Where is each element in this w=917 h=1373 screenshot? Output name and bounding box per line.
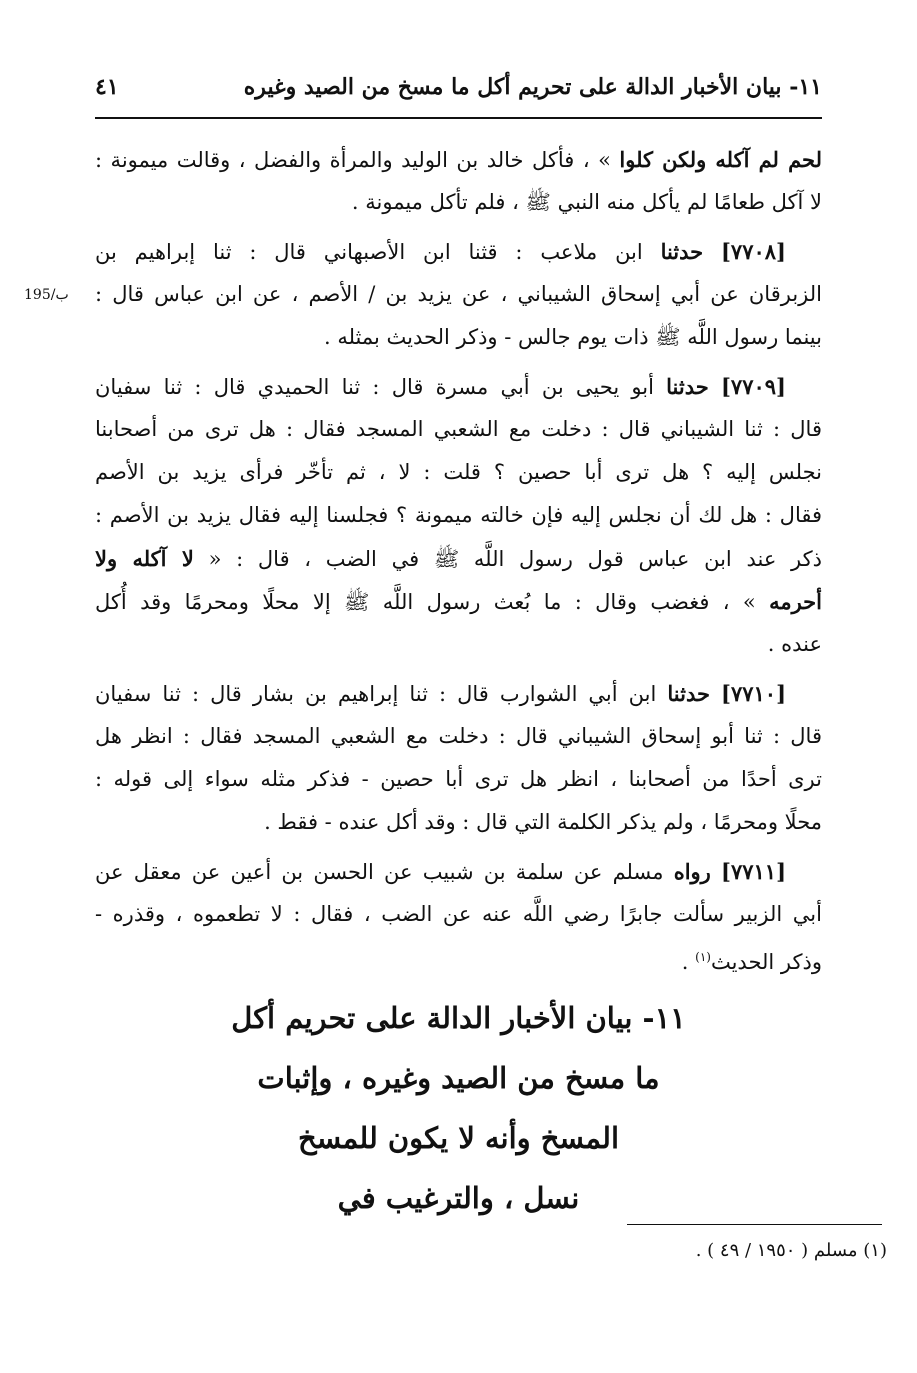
text-line: [95, 936, 822, 979]
text-line: [95, 365, 822, 408]
hadith-number: [٧٧١٠]: [721, 681, 786, 706]
text-line: لا آكل طعامًا لم يأكل منه النبي ﷺ ، فلم تأكل ميمونة .: [351, 190, 822, 214]
intro-paragraph: [95, 138, 822, 224]
text-span: .: [681, 950, 696, 974]
hadith-keyword: حدثنا: [666, 374, 709, 399]
footnote-rule: [627, 1224, 882, 1225]
hadith-keyword: حدثنا: [667, 681, 710, 706]
chapter-heading-line: المسخ وأنه لا يكون للمسخ: [297, 1121, 619, 1155]
text-line: قال : ثنا الشيباني قال : دخلت مع الشعبي المسجد فقال : هل ترى من أصحابنا: [95, 417, 822, 441]
text-line: ترى أحدًا من أصحابنا ، انظر هل ترى أبا حصين - فذكر مثله سواء إلى قوله :: [95, 767, 822, 791]
text-line: عنده .: [767, 632, 822, 656]
text-line: [95, 580, 822, 623]
text-line: محلًا ومحرمًا ، ولم يذكر الكلمة التي قال : وقد أكل عنده - فقط .: [264, 810, 822, 834]
text-line: الزبرقان عن أبي إسحاق الشيباني ، عن يزيد بن / الأصم ، عن ابن عباس قال :: [95, 282, 822, 306]
hadith-keyword: رواه: [673, 859, 711, 884]
hadith-number: [٧٧٠٨]: [720, 239, 786, 264]
hadith-keyword: حدثنا: [660, 239, 704, 264]
text-line: قال : ثنا أبو إسحاق الشيباني قال : دخلت مع الشعبي المسجد فقال : انظر هل: [95, 724, 822, 748]
hadith-number: [٧٧٠٩]: [720, 374, 786, 399]
text-line: [95, 230, 822, 273]
footnote: (١) مسلم ( ١٩٥٠ / ٤٩ ) .: [695, 1240, 887, 1261]
hadith-number: [٧٧١١]: [721, 859, 786, 884]
text-line: فقال : هل لك أن نجلس إليه فإن خالته ميمونة ؟ فجلسنا إليه فقال يزيد بن الأصم :: [95, 503, 822, 527]
chapter-heading: [230, 988, 687, 1228]
running-title: ١١- بيان الأخبار الدالة على تحريم أكل ما مسخ من الصيد وغيره: [243, 74, 822, 100]
main-text: [95, 138, 822, 985]
text-span: » ، فأكل خالد بن الوليد والمرأة والفضل ، وقالت ميمونة :: [95, 148, 620, 172]
chapter-heading-line: ١١- بيان الأخبار الدالة على تحريم أكل: [231, 1001, 686, 1035]
bold-phrase: أحرمه: [769, 589, 822, 614]
text-line: [95, 138, 822, 181]
hadith-7708: [95, 230, 822, 359]
text-span: وذكر الحديث: [710, 950, 822, 974]
bold-phrase: لحم لم آكله ولكن كلوا: [619, 147, 822, 172]
chapter-heading-line: ما مسخ من الصيد وغيره ، وإثبات: [257, 1061, 660, 1095]
text-line: نجلس إليه ؟ هل ترى أبا حصين ؟ قلت : لا ، ثم تأخّر فرأى يزيد بن الأصم: [95, 460, 822, 484]
chapter-heading-line: نسل ، والترغيب في: [337, 1181, 580, 1215]
hadith-7709: [95, 365, 822, 666]
hadith-7710: [95, 672, 822, 844]
text-line: بينما رسول اللَّه ﷺ ذات يوم جالس - وذكر الحديث بمثله .: [323, 325, 822, 349]
text-line: أبي الزبير سألت جابرًا رضي اللَّه عنه عن الضب ، فقال : لا تطعموه ، وقذره -: [95, 902, 822, 926]
hadith-7711: [95, 850, 822, 979]
footnote-marker[interactable]: (١): [695, 950, 711, 964]
bold-phrase: لا آكله ولا: [95, 546, 194, 571]
text-line: [95, 537, 822, 580]
margin-reference: 195/ب: [24, 287, 69, 303]
text-span: أبو يحيى بن أبي مسرة قال : ثنا الحميدي قال : ثنا سفيان: [95, 375, 654, 399]
text-span: مسلم عن سلمة بن شبيب عن الحسن بن أعين عن معقل عن: [95, 860, 664, 884]
text-line: [95, 672, 822, 715]
text-span: ابن أبي الشوارب قال : ثنا إبراهيم بن بشار قال : ثنا سفيان: [95, 682, 657, 706]
text-span: ذكر عند ابن عباس قول رسول اللَّه ﷺ في الضب ، قال : «: [208, 547, 822, 571]
page-number: ٤١: [95, 74, 119, 100]
text-span: » ، فغضب وقال : ما بُعث رسول اللَّه ﷺ إلا محلًا ومحرمًا وقد أُكل: [95, 590, 770, 614]
header-rule: [95, 117, 822, 119]
text-line: [95, 850, 822, 893]
running-header: [95, 62, 822, 112]
text-span: ابن ملاعب : قثنا ابن الأصبهاني قال : ثنا إبراهيم بن: [95, 240, 643, 264]
